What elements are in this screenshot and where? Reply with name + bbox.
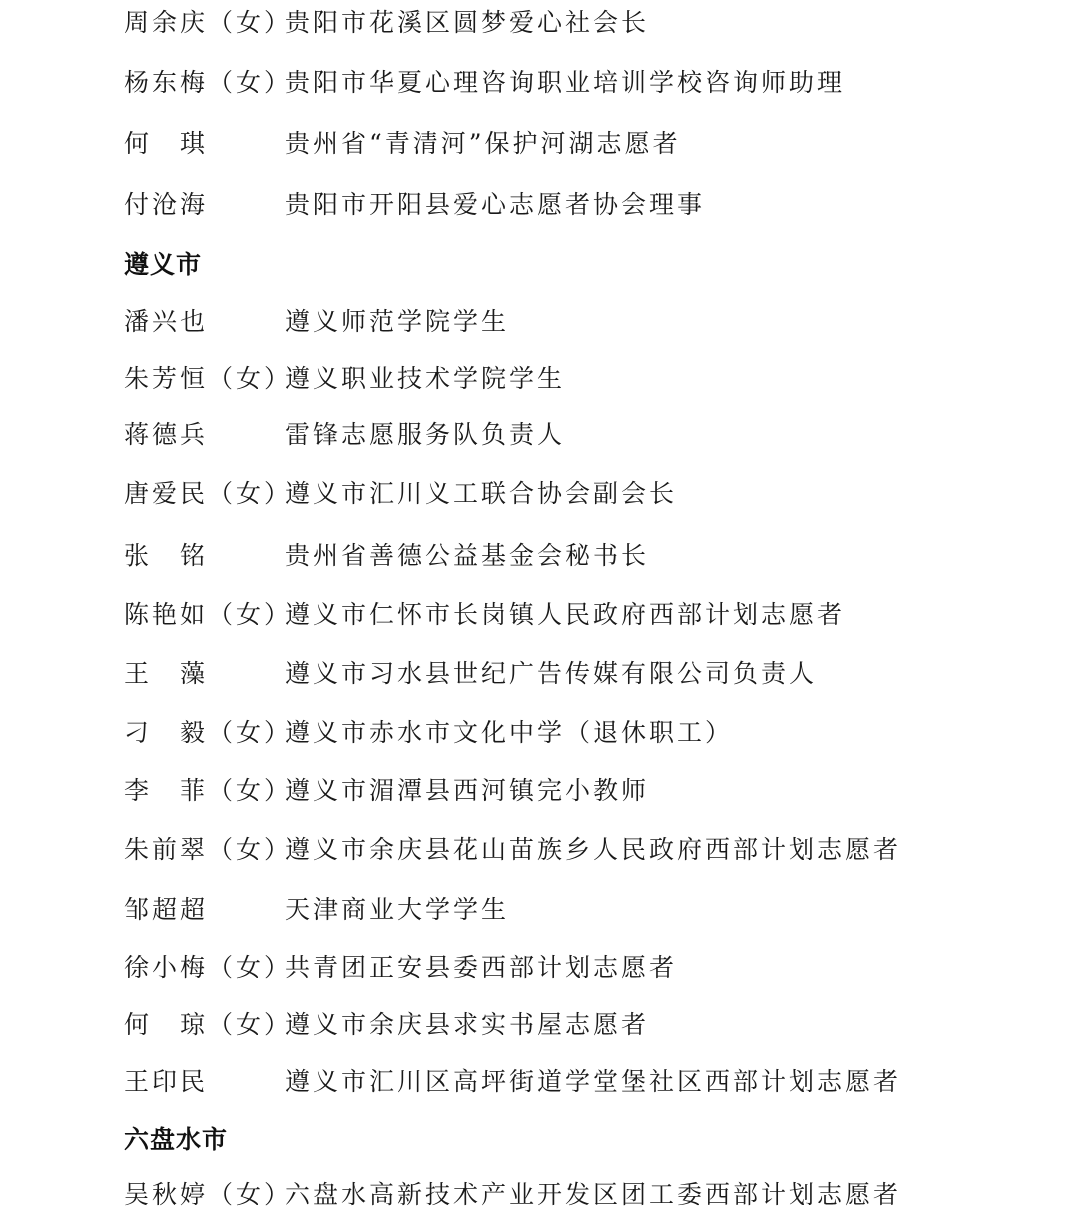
person-title: 共青团正安县委西部计划志愿者 [285,953,678,982]
person-title: 遵义市仁怀市长岗镇人民政府西部计划志愿者 [285,600,846,629]
person-title: 遵义市汇川义工联合协会副会长 [285,479,678,508]
person-title: 遵义市赤水市文化中学（退休职工） [285,718,734,747]
section-heading: 六盘水市 [124,1125,229,1154]
person-title: 遵义市余庆县求实书屋志愿者 [285,1010,650,1039]
person-title: 天津商业大学学生 [285,895,510,924]
person-name: 王印民 [124,1067,209,1096]
person-name: 潘兴也 [124,307,209,336]
person-title: 贵阳市开阳县爱心志愿者协会理事 [285,190,706,219]
person-name: 张 铭 [124,541,209,570]
person-name: 周余庆（女） [124,8,293,37]
person-title: 雷锋志愿服务队负责人 [285,420,566,449]
person-name: 唐爱民（女） [124,479,293,508]
person-name: 陈艳如（女） [124,600,293,629]
person-name: 蒋德兵 [124,420,209,449]
person-name: 付沧海 [124,190,209,219]
person-title: 遵义市余庆县花山苗族乡人民政府西部计划志愿者 [285,835,902,864]
person-title: 贵州省善德公益基金会秘书长 [285,541,650,570]
person-name: 何 琪 [124,129,209,158]
person-title: 遵义师范学院学生 [285,307,510,336]
person-title: 遵义职业技术学院学生 [285,364,566,393]
person-name: 王 藻 [124,659,209,688]
person-title: 遵义市汇川区高坪街道学堂堡社区西部计划志愿者 [285,1067,902,1096]
section-heading: 遵义市 [124,250,203,279]
person-name: 杨东梅（女） [124,68,293,97]
person-name: 徐小梅（女） [124,953,293,982]
person-title: 遵义市湄潭县西河镇完小教师 [285,776,650,805]
person-name: 邹超超 [124,895,209,924]
person-name: 刁 毅（女） [124,718,293,747]
person-name: 朱前翠（女） [124,835,293,864]
person-name: 朱芳恒（女） [124,364,293,393]
person-title: 贵阳市华夏心理咨询职业培训学校咨询师助理 [285,68,846,97]
person-name: 何 琼（女） [124,1010,293,1039]
person-name: 李 菲（女） [124,776,293,805]
person-title: 贵州省“青清河”保护河湖志愿者 [285,129,681,158]
person-title: 遵义市习水县世纪广告传媒有限公司负责人 [285,659,818,688]
person-title: 六盘水高新技术产业开发区团工委西部计划志愿者 [285,1180,902,1209]
person-name: 吴秋婷（女） [124,1180,293,1209]
person-title: 贵阳市花溪区圆梦爱心社会长 [285,8,650,37]
